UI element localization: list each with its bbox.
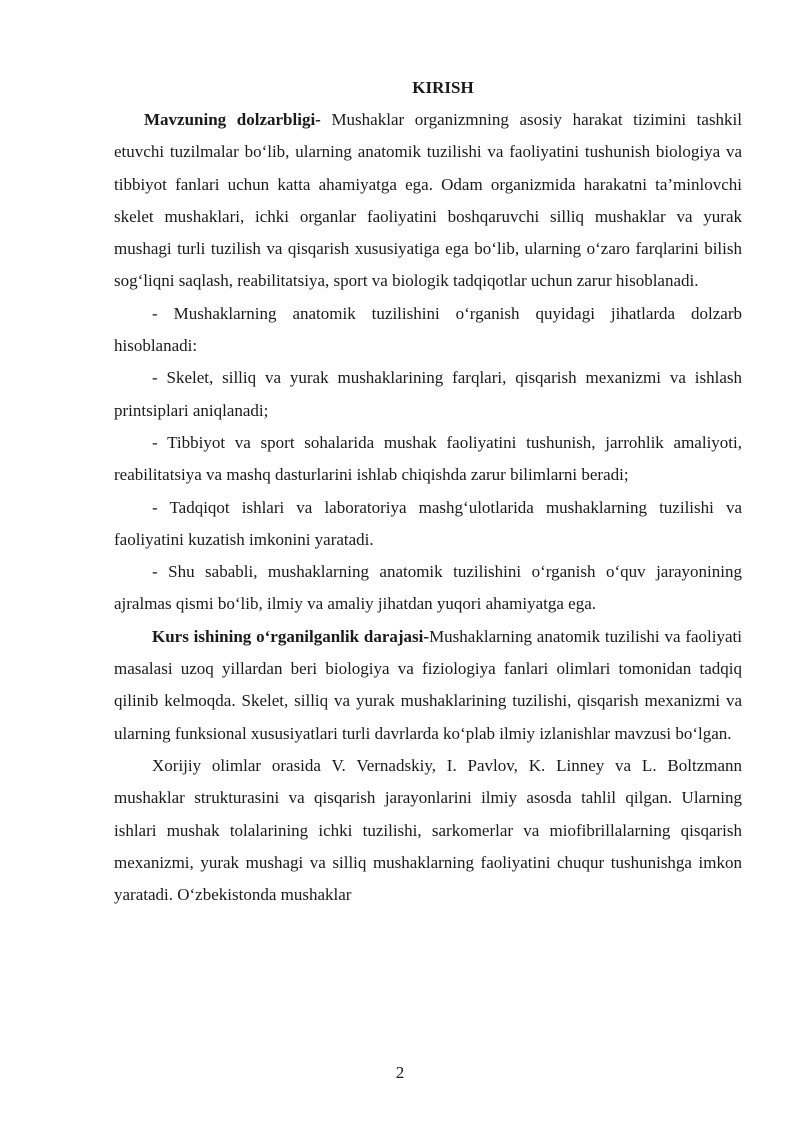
relevance-heading: Mavzuning dolzarbligi-	[144, 110, 321, 129]
bullet-conclusion: - Shu sababli, mushaklarning anatomik tuzilishini o‘rganish o‘quv jarayonining ajralmas qismi bo‘lib, ilmiy va amaliy jihatdan yuqori ahamiyatga ega.	[114, 562, 742, 614]
paragraph-relevance	[114, 104, 742, 298]
study-level-text: Mushaklarning anatomik tuzilishi va faoliyati masalasi uzoq yillardan beri biologiya va fiziologiya fanlari olimlari tomonidan tadqiq qilinib kelmoqda. Skelet, silliq va yurak mushaklarining tuzilishi, qisqarish mexanizmi va ularning funksional xususiyatlari turli davrlarda ko‘plab ilmiy izlanishlar mavzusi bo‘lgan.	[114, 626, 742, 743]
paragraph-study-level	[114, 621, 742, 750]
bullet-intro: - Mushaklarning anatomik tuzilishini o‘rganish quyidagi jihatlarda dolzarb hisoblanadi:	[114, 303, 742, 356]
bullet-item-3: - Tadqiqot ishlari va laboratoriya mashg‘ulotlarida mushaklarning tuzilishi va faoliyatini kuzatish imkonini yaratadi.	[114, 497, 742, 549]
section-title: KIRISH	[412, 78, 474, 97]
relevance-text: Mushaklar organizmning asosiy harakat tizimini tashkil etuvchi tuzilmalar bo‘lib, ularning anatomik tuzilishi va faoliyatini tushunish biologiya va tibbiyot fanlari uchun katta ahamiyatga ega. Odam organizmida harakatni ta’minlovchi skelet mushaklari, ichki organlar faoliyatini boshqaruvchi silliq mushaklar va yurak mushagi turli tuzilish va qisqarish xususiyatiga ega bo‘lib, ularning o‘zaro farqlarini bilish sog‘liqni saqlash, reabilitatsiya, sport va biologik tadqiqotlar uchun zarur hisoblanadi.	[114, 110, 743, 291]
document-page	[114, 72, 742, 911]
page-number: 2	[395, 1063, 405, 1082]
bullet-item-2: - Tibbiyot va sport sohalarida mushak faoliyatini tushunish, jarrohlik amaliyoti, reabilitatsiya va mashq dasturlarini ishlab chiqishda zarur bilimlarni beradi;	[114, 432, 742, 485]
bullet-item-1: - Skelet, silliq va yurak mushaklarining farqlari, qisqarish mexanizmi va ishlash printsiplari aniqlanadi;	[114, 368, 742, 420]
paragraph-foreign-scholars: Xorijiy olimlar orasida V. Vernadskiy, I. Pavlov, K. Linney va L. Boltzmann mushaklar strukturasini va qisqarish jarayonlarini ilmiy asosda tahlil qilgan. Ularning ishlari mushak tolalarining ichki tuzilishi, sarkomerlar va miofibrillalarning qisqarish mexanizmi, yurak mushagi va silliq mushaklarning faoliyatini chuqur tushunishga imkon yaratadi. O‘zbekistonda mushaklar	[114, 755, 742, 905]
study-level-heading: Kurs ishining o‘rganilganlik darajasi-	[152, 626, 430, 646]
